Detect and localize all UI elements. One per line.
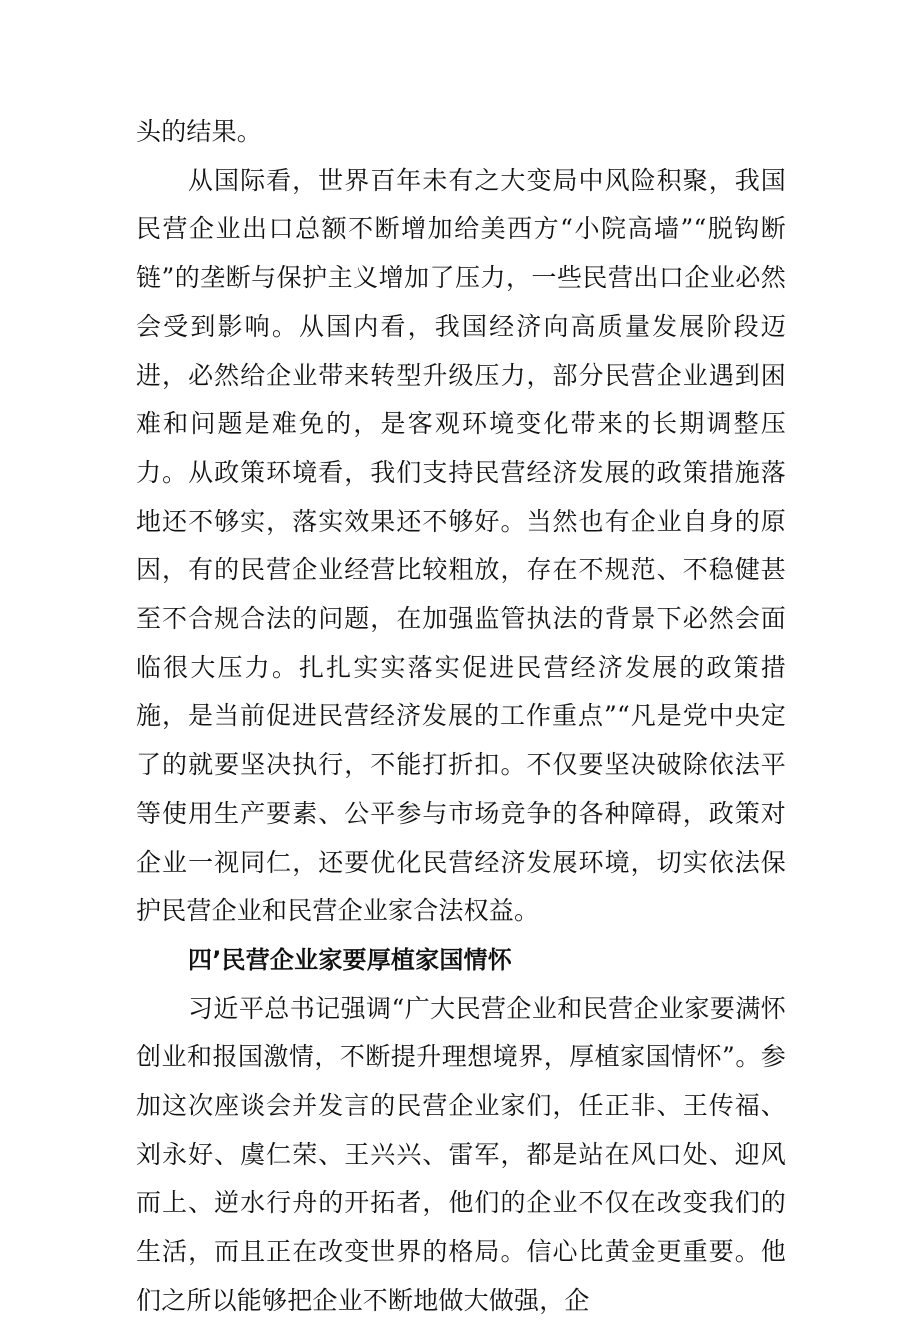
paragraph-international-view: 从国际看，世界百年未有之大变局中风险积聚，我国民营企业出口总额不断增加给美西方“小院高墙”“脱钩断链”的垄断与保护主义增加了压力，一些民营出口企业必然会受到影响。从国内看，我国经济向高质量发展阶段迈进，必然给企业带来转型升级压力，部分民营企业遇到困难和问题是难免的，是客观环境变化带来的长期调整压力。从政策环境看，我们支持民营经济发展的政策措施落地还不够实，落实效果还不够好。当然也有企业自身的原因，有的民营企业经营比较粗放，存在不规范、不稳健甚至不合规合法的问题，在加强监管执法的背景下必然会面临很大压力。扎扎实实落实促进民营经济发展的政策措施，是当前促进民营经济发展的工作重点”“凡是党中央定了的就要坚决执行，不能打折扣。不仅要坚决破除依法平等使用生产要素、公平参与市场竞争的各种障碍，政策对企业一视同仁，还要优化民营经济发展环境，切实依法保护民营企业和民营企业家合法权益。 xyxy=(136,165,786,926)
paragraph-continuation: 头的结果。 xyxy=(136,117,263,146)
paragraph-entrepreneurs: 习近平总书记强调“广大民营企业和民营企业家要满怀创业和报国激情，不断提升理想境界，厚植家国情怀”。参加这次座谈会并发言的民营企业家们，任正非、王传福、刘永好、虞仁荣、王兴兴、雷军，都是站在风口处、迎风而上、逆水行舟的开拓者，他们的企业不仅在改变我们的生活，而且正在改变世界的格局。信心比黄金更重要。他们之所以能够把企业不断地做大做强，企 xyxy=(136,993,786,1315)
document-body xyxy=(136,108,786,1326)
section-heading-four: 四’民营企业家要厚植家国情怀 xyxy=(188,945,512,974)
